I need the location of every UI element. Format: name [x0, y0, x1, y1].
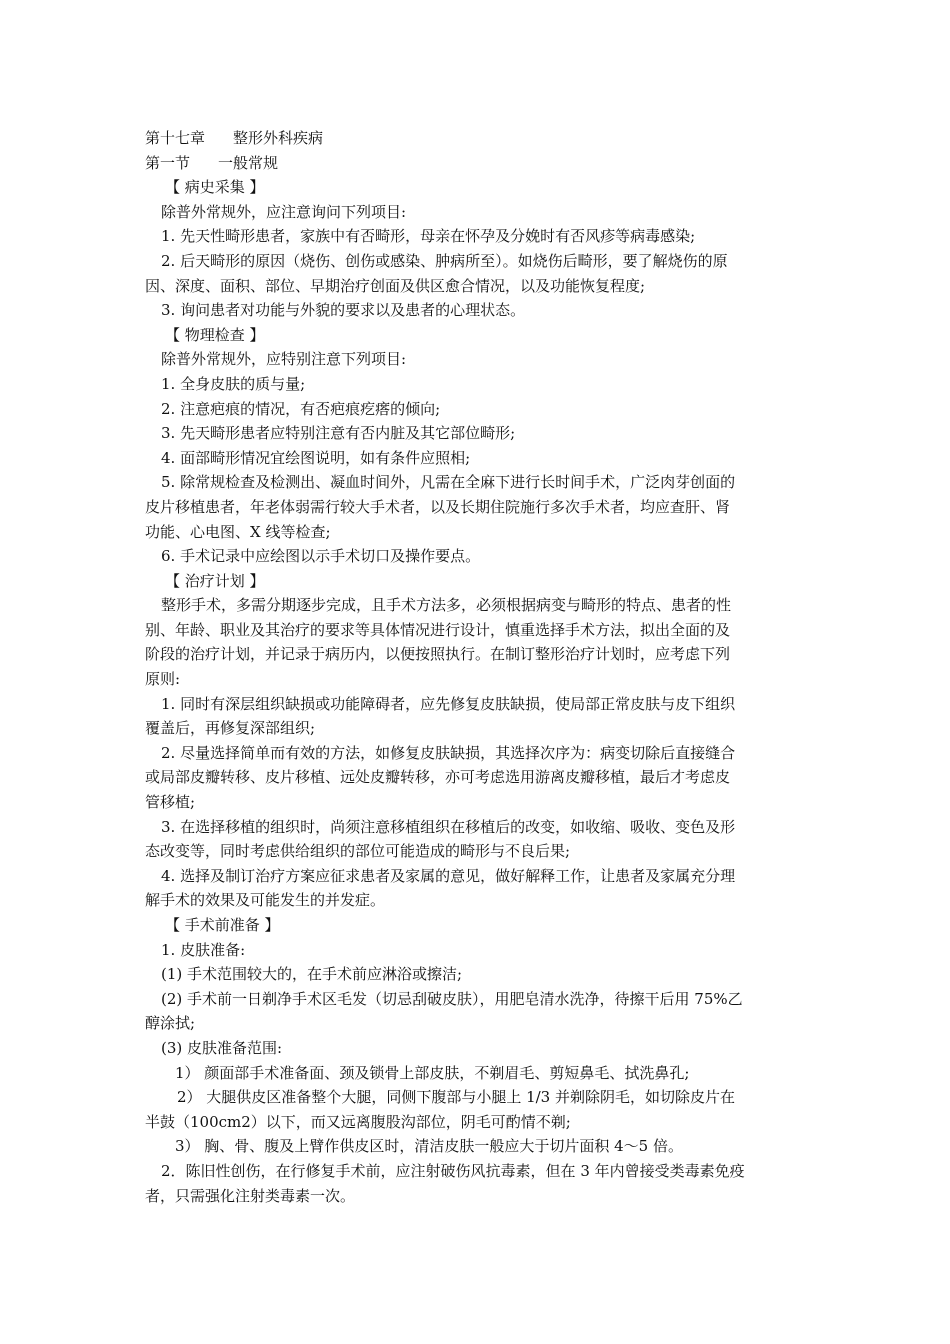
plan-line: 2. 尽量选择简单而有效的方法，如修复皮肤缺损，其选择次序为：病变切除后直接缝合 — [161, 743, 736, 762]
prep-heading: 【 手术前准备 】 — [165, 916, 280, 934]
history-item-cont: 因、深度、面积、部位、早期治疗创面及供区愈合情况，以及功能恢复程度; — [145, 276, 646, 295]
plan-line: 原则: — [145, 670, 181, 689]
prep-line: 醇涂拭; — [145, 1014, 196, 1033]
exam-item: 1. 全身皮肤的质与量; — [161, 374, 306, 393]
chapter-title — [145, 126, 810, 151]
section-title — [145, 151, 810, 176]
exam-heading: 【 物理检查 】 — [165, 325, 265, 344]
exam-item: 3. 先天畸形患者应特别注意有否内脏及其它部位畸形; — [161, 424, 516, 443]
history-intro: 除普外常规外，应注意询问下列项目: — [161, 202, 407, 221]
prep-line: 1） 颜面部手术准备面、颈及锁骨上部皮肤，不剃眉毛、剪短鼻毛、拭洗鼻孔; — [175, 1063, 690, 1082]
history-item: 3. 询问患者对功能与外貌的要求以及患者的心理状态。 — [161, 301, 526, 320]
history-item: 1. 先天性畸形患者，家族中有否畸形，母亲在怀孕及分娩时有否风疹等病毒感染; — [161, 227, 696, 246]
plan-line: 4. 选择及制订治疗方案应征求患者及家属的意见，做好解释工作，让患者及家属充分理 — [161, 866, 736, 885]
section-number: 第一节 — [145, 153, 191, 172]
section-name: 一般常规 — [218, 153, 279, 172]
prep-line: 者，只需强化注射类毒素一次。 — [145, 1186, 356, 1205]
plan-line: 解手术的效果及可能发生的并发症。 — [145, 891, 386, 910]
plan-line: 管移植; — [145, 793, 196, 812]
prep-line: 半鼓（100cm2）以下，而又远离腹股沟部位，阴毛可酌情不剃; — [145, 1112, 571, 1131]
prep-line: 1. 皮肤准备: — [161, 940, 246, 959]
plan-line: 态改变等，同时考虑供给组织的部位可能造成的畸形与不良后果; — [145, 842, 571, 861]
history-item: 2. 后天畸形的原因（烧伤、创伤或感染、肿病所至）。如烧伤后畸形，要了解烧伤的原 — [161, 251, 728, 270]
prep-line: (2) 手术前一日剃净手术区毛发（切忌刮破皮肤），用肥皂清水洗净，待擦干后用 75%乙 — [161, 989, 743, 1008]
plan-line: 阶段的治疗计划，并记录于病历内，以便按照执行。在制订整形治疗计划时，应考虑下列 — [145, 645, 731, 664]
exam-item: 2. 注意疤痕的情况，有否疤痕疙瘩的倾向; — [161, 399, 441, 418]
plan-heading: 【 治疗计划 】 — [165, 571, 265, 590]
chapter-number: 第十七章 — [145, 129, 206, 147]
plan-line: 别、年龄、职业及其治疗的要求等具体情况进行设计，慎重选择手术方法，拟出全面的及 — [145, 620, 731, 639]
exam-intro: 除普外常规外，应特别注意下列项目: — [161, 350, 407, 369]
exam-item: 6. 手术记录中应绘图以示手术切口及操作要点。 — [161, 547, 481, 566]
plan-line: 3. 在选择移植的组织时，尚须注意移植组织在移植后的改变，如收缩、吸收、变色及形 — [161, 817, 736, 836]
exam-item: 5. 除常规检查及检测出、凝血时间外，凡需在全麻下进行长时间手术，广泛肉芽创面的 — [161, 473, 736, 492]
plan-line: 1. 同时有深层组织缺损或功能障碍者，应先修复皮肤缺损，使局部正常皮肤与皮下组织 — [161, 694, 736, 713]
exam-item: 4. 面部畸形情况宜绘图说明，如有条件应照相; — [161, 448, 471, 467]
exam-item-cont: 功能、心电图、X 线等检查; — [145, 522, 331, 541]
document-page — [145, 126, 810, 1208]
prep-line: 2） 大腿供皮区准备整个大腿，同侧下腹部与小腿上 1/3 并剃除阴毛，如切除皮片在 — [177, 1088, 735, 1107]
exam-item-cont: 皮片移植患者，年老体弱需行较大手术者，以及长期住院施行多次手术者，均应查肝、肾 — [145, 497, 731, 516]
plan-line: 整形手术，多需分期逐步完成，且手术方法多，必须根据病变与畸形的特点、患者的性 — [161, 596, 732, 615]
prep-line: 2．陈旧性创伤，在行修复手术前，应注射破伤风抗毒素，但在 3 年内曾接受类毒素免疫 — [161, 1161, 745, 1180]
prep-line: 3） 胸、骨、腹及上臂作供皮区时，清洁皮肤一般应大于切片面积 4～5 倍。 — [175, 1137, 683, 1156]
prep-line: (3) 皮肤准备范围: — [161, 1038, 283, 1057]
chapter-name: 整形外科疾病 — [233, 129, 324, 147]
prep-line: (1) 手术范围较大的，在手术前应淋浴或擦洁; — [161, 965, 463, 984]
plan-line: 覆盖后，再修复深部组织; — [145, 719, 316, 738]
plan-line: 或局部皮瓣转移、皮片移植、远处皮瓣转移，亦可考虑选用游离皮瓣移植，最后才考虑皮 — [145, 768, 731, 787]
history-heading: 【 病史采集 】 — [165, 178, 265, 197]
